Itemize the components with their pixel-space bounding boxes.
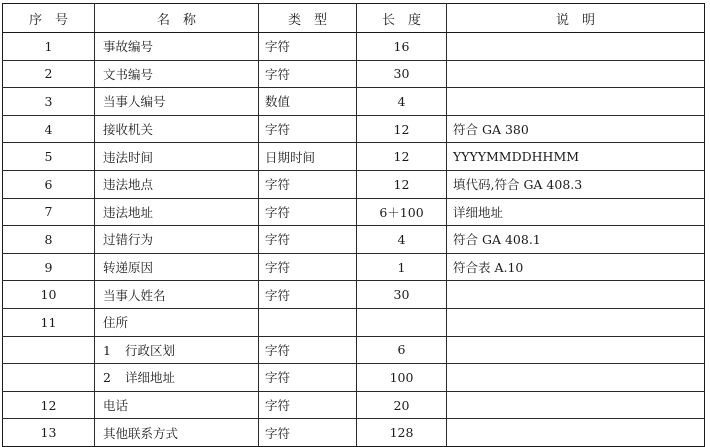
cell-seq <box>3 336 95 364</box>
cell-length: 30 <box>357 281 447 309</box>
cell-seq: 8 <box>3 226 95 254</box>
cell-name: 当事人姓名 <box>95 281 259 309</box>
table-row <box>3 281 705 309</box>
sub-item-name: 行政区划 <box>125 342 176 358</box>
cell-name: 电话 <box>95 391 259 419</box>
sub-item-name: 详细地址 <box>125 370 176 386</box>
cell-seq: 10 <box>3 281 95 309</box>
cell-seq: 2 <box>3 60 95 88</box>
cell-name: 转递原因 <box>95 253 259 281</box>
table-row <box>3 308 705 336</box>
cell-desc: 详细地址 <box>447 198 705 226</box>
cell-type: 字符 <box>259 253 357 281</box>
cell-length: 20 <box>357 391 447 419</box>
cell-desc <box>447 391 705 419</box>
cell-seq: 11 <box>3 308 95 336</box>
cell-seq: 1 <box>3 33 95 61</box>
cell-type: 字符 <box>259 60 357 88</box>
table-row <box>3 226 705 254</box>
spec-table <box>2 3 705 447</box>
cell-desc <box>447 33 705 61</box>
cell-desc <box>447 308 705 336</box>
cell-seq: 12 <box>3 391 95 419</box>
table-row <box>3 60 705 88</box>
sub-item-number: 1 <box>103 342 111 358</box>
cell-name: 文书编号 <box>95 60 259 88</box>
table-row <box>3 198 705 226</box>
cell-length: 12 <box>357 115 447 143</box>
header-seq: 序 号 <box>3 4 95 33</box>
cell-name: 接收机关 <box>95 115 259 143</box>
cell-type <box>259 308 357 336</box>
cell-length: 12 <box>357 170 447 198</box>
cell-type: 字符 <box>259 281 357 309</box>
cell-type: 字符 <box>259 33 357 61</box>
cell-name: 当事人编号 <box>95 88 259 116</box>
cell-seq: 5 <box>3 143 95 171</box>
table-body <box>3 33 705 447</box>
cell-length: 6 <box>357 336 447 364</box>
table-row <box>3 336 705 364</box>
cell-name: 违法地址 <box>95 198 259 226</box>
cell-name: 违法地点 <box>95 170 259 198</box>
header-row <box>3 4 705 33</box>
cell-seq: 7 <box>3 198 95 226</box>
cell-seq <box>3 364 95 392</box>
cell-seq: 4 <box>3 115 95 143</box>
table-row <box>3 115 705 143</box>
table-row <box>3 391 705 419</box>
cell-desc: 填代码,符合 GA 408.3 <box>447 170 705 198</box>
cell-desc <box>447 336 705 364</box>
cell-type: 字符 <box>259 226 357 254</box>
cell-seq: 13 <box>3 419 95 447</box>
cell-length: 6＋100 <box>357 198 447 226</box>
cell-desc <box>447 419 705 447</box>
cell-length: 4 <box>357 88 447 116</box>
cell-length: 1 <box>357 253 447 281</box>
cell-length <box>357 308 447 336</box>
cell-type: 字符 <box>259 198 357 226</box>
header-name: 名 称 <box>95 4 259 33</box>
cell-length: 100 <box>357 364 447 392</box>
cell-seq: 3 <box>3 88 95 116</box>
sub-item-number: 2 <box>103 370 111 386</box>
cell-seq: 6 <box>3 170 95 198</box>
cell-length: 30 <box>357 60 447 88</box>
cell-length: 16 <box>357 33 447 61</box>
cell-type: 字符 <box>259 419 357 447</box>
table-row <box>3 419 705 447</box>
cell-name: 过错行为 <box>95 226 259 254</box>
cell-length: 128 <box>357 419 447 447</box>
cell-name: 住所 <box>95 308 259 336</box>
cell-desc: YYYYMMDDHHMM <box>447 143 705 171</box>
cell-desc <box>447 60 705 88</box>
cell-desc: 符合表 A.10 <box>447 253 705 281</box>
table-row <box>3 143 705 171</box>
cell-length: 4 <box>357 226 447 254</box>
table-row <box>3 170 705 198</box>
cell-name: 其他联系方式 <box>95 419 259 447</box>
cell-desc <box>447 281 705 309</box>
cell-type: 字符 <box>259 170 357 198</box>
cell-desc <box>447 88 705 116</box>
cell-name: 违法时间 <box>95 143 259 171</box>
cell-name <box>95 336 259 364</box>
table-row <box>3 33 705 61</box>
table-header <box>3 4 705 33</box>
cell-length: 12 <box>357 143 447 171</box>
cell-type: 字符 <box>259 364 357 392</box>
cell-type: 字符 <box>259 115 357 143</box>
header-length: 长 度 <box>357 4 447 33</box>
table-row <box>3 253 705 281</box>
cell-type: 字符 <box>259 336 357 364</box>
cell-seq: 9 <box>3 253 95 281</box>
cell-desc: 符合 GA 380 <box>447 115 705 143</box>
cell-type: 数值 <box>259 88 357 116</box>
cell-name <box>95 364 259 392</box>
table-row <box>3 364 705 392</box>
cell-desc <box>447 364 705 392</box>
cell-type: 字符 <box>259 391 357 419</box>
table-row <box>3 88 705 116</box>
cell-name: 事故编号 <box>95 33 259 61</box>
cell-desc: 符合 GA 408.1 <box>447 226 705 254</box>
cell-type: 日期时间 <box>259 143 357 171</box>
header-type: 类 型 <box>259 4 357 33</box>
header-desc: 说 明 <box>447 4 705 33</box>
